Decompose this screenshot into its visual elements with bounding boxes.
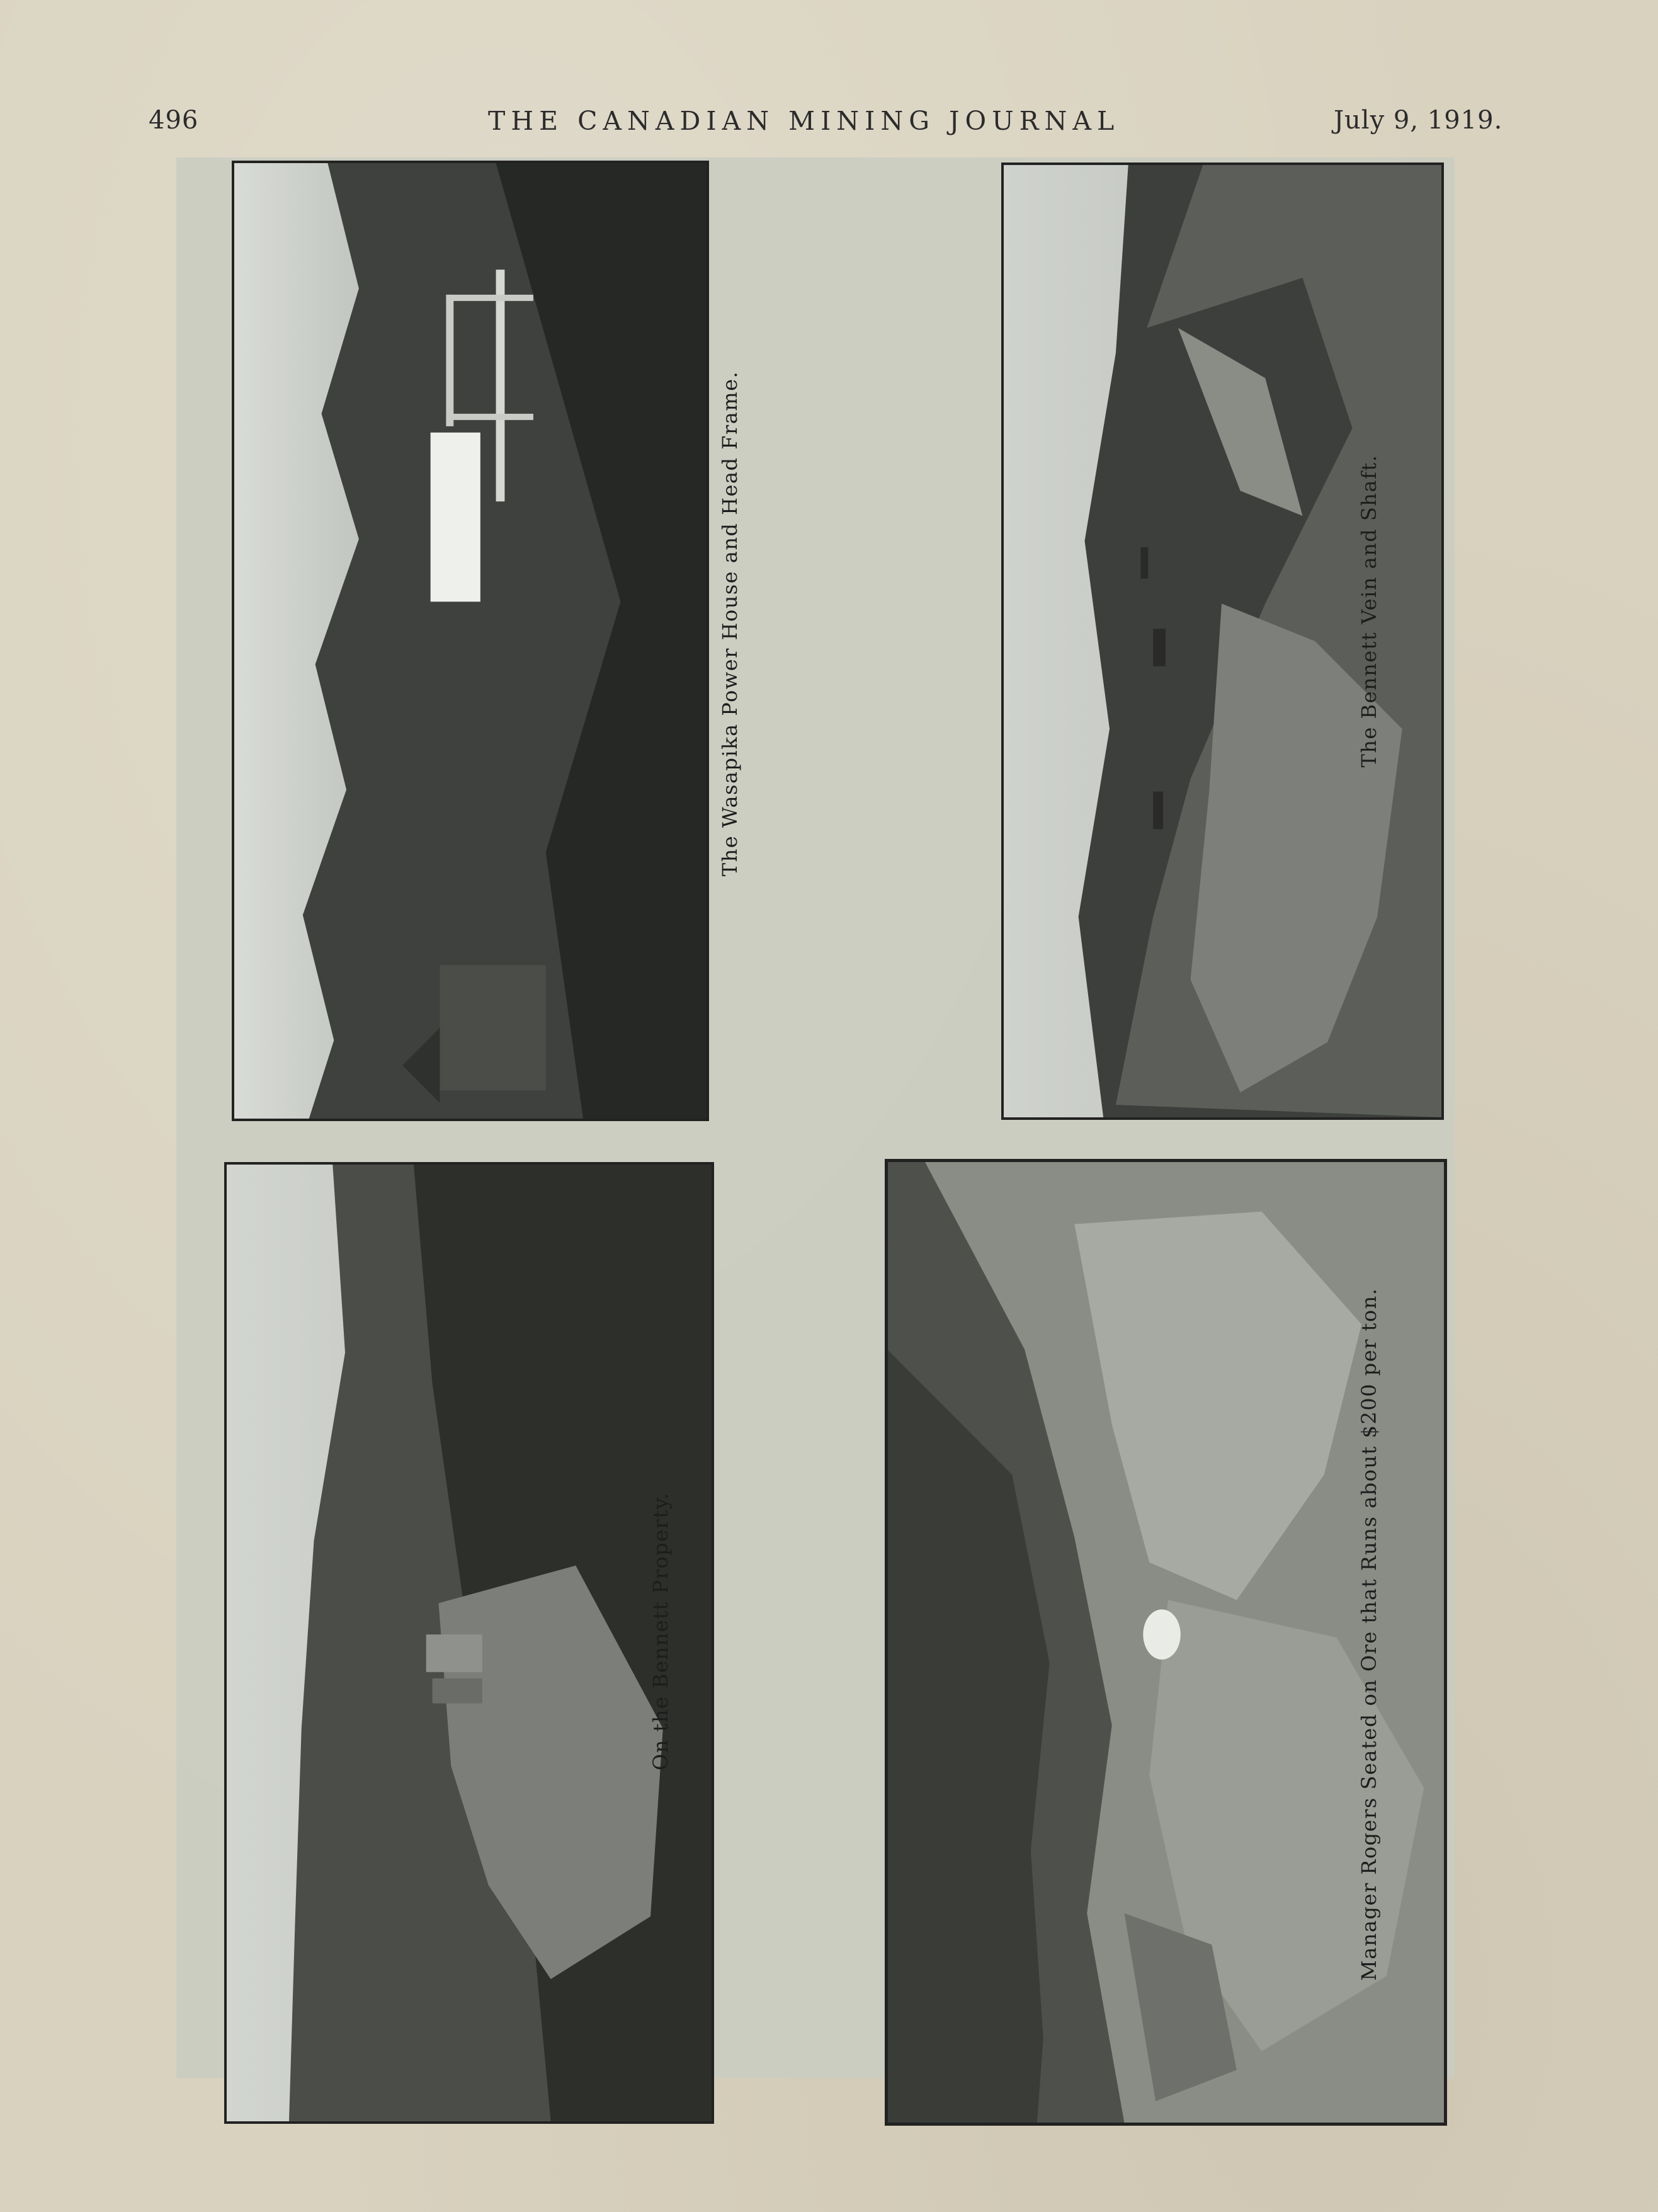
photo-bennett-property [224, 1162, 714, 2124]
caption-power-house: The Wasapika Power House and Head Frame. [718, 370, 742, 877]
issue-date: July 9, 1919. [1334, 106, 1503, 135]
caption-manager-rogers: Manager Rogers Seated on Ore that Runs about $200 per ton. [1357, 1287, 1381, 1981]
page-number: 496 [149, 106, 199, 135]
caption-bennett-property: On the Bennett Property. [649, 1492, 673, 1770]
caption-bennett-vein: The Bennett Vein and Shaft. [1357, 454, 1381, 768]
photo-power-house [232, 161, 709, 1121]
journal-title: THE CANADIAN MINING JOURNAL [488, 106, 1120, 136]
